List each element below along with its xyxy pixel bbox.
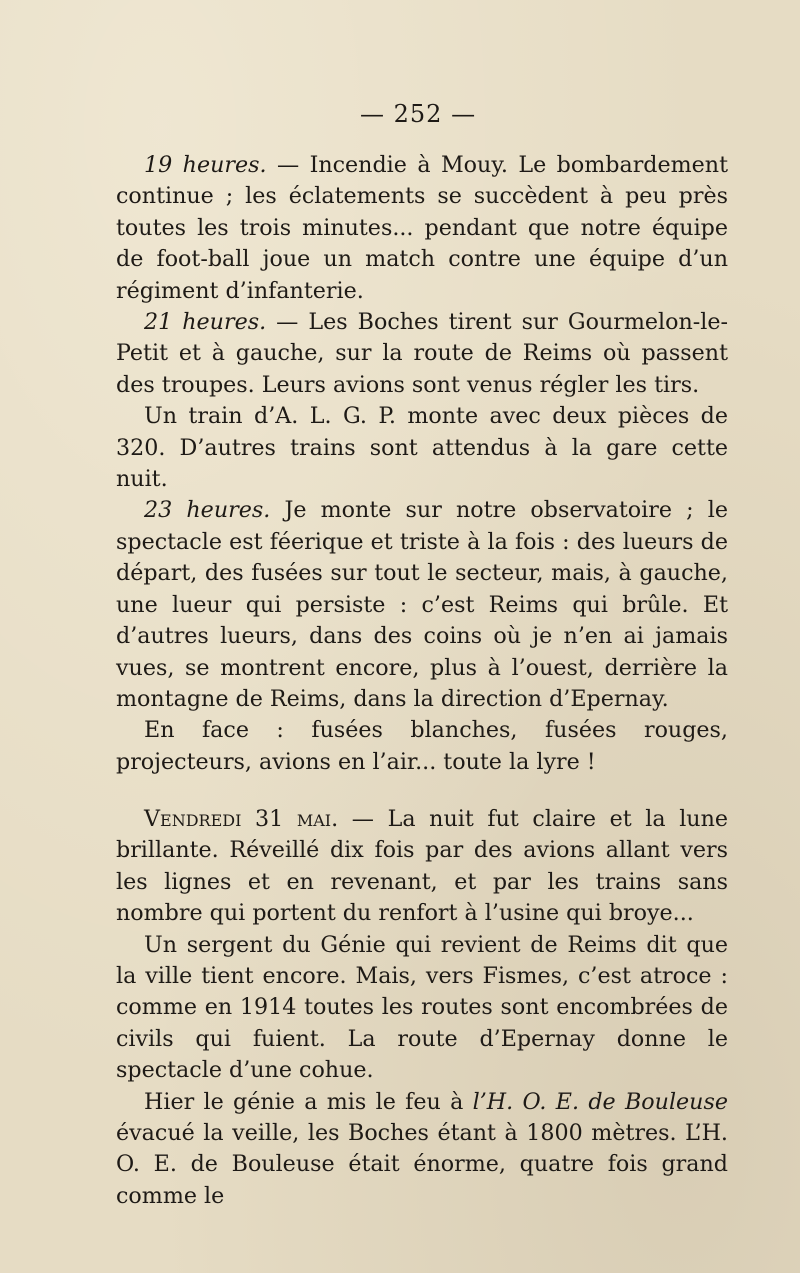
paragraph-train <box>116 401 728 495</box>
paragraph-text: évacué la veille, les Boches étant à 1800 mètres. L’H. O. E. de Bouleuse était énorme, quatre fois grand comme le <box>116 1120 728 1209</box>
paragraph-21h <box>116 307 728 401</box>
paragraph-en-face <box>116 715 728 778</box>
section-intro <box>116 804 728 930</box>
paragraph-text: — La nuit fut claire et la lune brillante. Réveillé dix fois par des avions allant vers les lignes et en revenant, et par les trains sans nombre qui portent du renfort à l’usine qui broye... <box>116 806 729 927</box>
italic-reference: l’H. O. E. de Bouleuse <box>472 1088 728 1115</box>
paragraph-text: En face : fusées blanches, fusées rouges, projecteurs, avions en l’air... toute la lyre ! <box>116 717 728 775</box>
diary-section-31-mai <box>116 804 728 1212</box>
paragraph-23h <box>116 495 728 715</box>
paragraph-19h <box>116 150 728 307</box>
time-label: 23 heures. <box>144 497 271 524</box>
paragraph-sergent <box>116 930 728 1087</box>
paragraph-text: — Les Boches tirent sur Gourmelon-le-Petit et à gauche, sur la route de Reims où passent des troupes. Leurs avions sont venus régler les tirs. <box>116 309 729 398</box>
section-heading: Vendredi 31 mai. <box>144 806 339 832</box>
paragraph-text: Un sergent du Génie qui revient de Reims dit que la ville tient encore. Mais, vers Fismes, c’est atroce : comme en 1914 toutes les routes sont encombrées de civils qui fuient. La route d’Epernay donne le spectacle d’une cohue. <box>116 931 728 1084</box>
paragraph-genie <box>116 1087 728 1213</box>
page-number: — 252 — <box>360 100 477 128</box>
diary-entries <box>116 150 728 778</box>
paragraph-text: Je monte sur notre observatoire ; le spectacle est féerique et triste à la fois : des lueurs de départ, des fusées sur tout le secteur, mais, à gauche, une lueur qui persiste : c’est Reims qui brûle. Et d’autres lueurs, dans des coins où je n’en ai jamais vues, se montrent encore, plus à l’ouest, derrière la montagne de Reims, dans la direction d’Epernay. <box>116 497 728 712</box>
paragraph-text: — Incendie à Mouy. Le bombardement continue ; les éclatements se succèdent à peu près toutes les trois minutes... pendant que notre équipe de foot-ball joue un match contre une équipe d’un régiment d’infanterie. <box>116 152 729 304</box>
paragraph-text: Hier le génie a mis le feu à <box>144 1088 473 1115</box>
paragraph-text: Un train d’A. L. G. P. monte avec deux pièces de 320. D’autres trains sont attendus à la gare cette nuit. <box>116 403 728 493</box>
time-label: 19 heures. <box>144 152 267 178</box>
time-label: 21 heures. <box>144 309 267 336</box>
